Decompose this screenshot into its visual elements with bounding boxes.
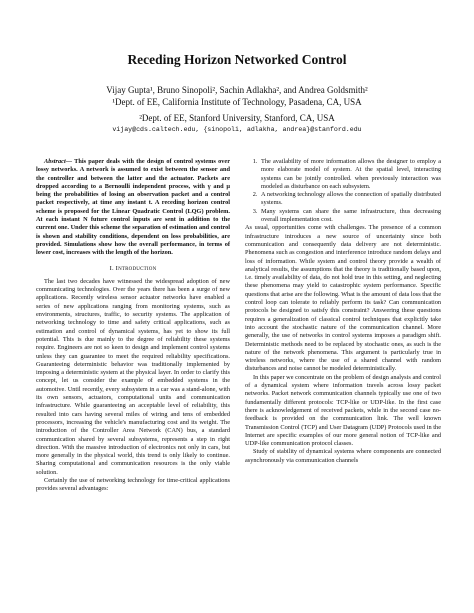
list-item: 3. Many systems can share the same infrastructure, thus decreasing overall implementation cost. [259, 208, 441, 225]
left-column [36, 158, 230, 494]
body-paragraph: As usual, opportunities come with challenges. The presence of a common infrastructure introduces a new source of uncertainty since both communication and consequently data delivery are not deterministic. Phenomena such as congestion and interference introduce random delays and loss of information. While system and control theory provide a wealth of analytical results, the assumptions that the theory is traditionally based upon, i.e. timely availability of data, do not hold true in this setting, and neglecting these phenomena may yield to catastrophic system performance. Specific questions that arise are the following. What is the amount of data loss that the control loop can tolerate to reliably perform its task? Can communication protocols be designed to satisfy this constraint? Answering these questions requires a generalization of classical control techniques that explicitly take into account the stochastic nature of the communication channel. More generally, the use of networks in control systems imposes a paradigm shift. Deterministic methods need to be replaced by stochastic ones, as such is the nature of the network phenomena. This argument is particularly true in wireless networks, where the use of a shared channel with random disturbances and noise cannot be modeled deterministically. [245, 224, 441, 373]
list-item: 2. A networking technology allows the connection of spatially distributed systems. [259, 191, 441, 208]
intro-paragraph: The last two decades have witnessed the widespread adoption of new communicating technologies. Over the years there has been a surge of new applications. Recently wireless sensor actuator networks have enabled a series of new applications ranging from monitoring systems, such as environments, structures, traffic, to security systems. The application of networking technology to time and safety critical applications, such as estimation and control of dynamical systems, has yet to show its full potential. This is due mainly to the degree of reliability these systems require. Engineers are not so keen to design and implement control systems unless they can guarantee to meet the required reliability specifications. Guaranteeing deterministic behavior was traditionally implemented by imposing a deterministic system at the physical layer. In order to clarify this concept, let us consider the example of embedded systems in the automotive. Until recently, every subsystem in a car was a stand-alone, with its own sensors, actuators, computational units and communication infrastructure. While guaranteeing an acceptable level of reliability, this resulted into cars having several miles of wiring and tens of embedded processors, increasing the vehicle's manufacturing cost and its weight. The introduction of the Controller Area Network (CAN) bus, a standard communication shared by several subsystems, represents a step in right direction. With the massive introduction of electronics not only in cars, but more generally in the physical world, this trend is only likely to continue. Sharing computational and communication resources is the only viable solution. [36, 277, 230, 476]
section-heading-introduction: I. Introduction [109, 264, 157, 272]
body-paragraph: Study of stability of dynamical systems where components are connected asynchronously via communication channels [245, 448, 441, 464]
affiliation-2: ²Dept. of EE, Stanford University, Stanford, CA, USA [139, 113, 335, 123]
advantages-list [245, 158, 441, 224]
affiliation-1: ¹Dept. of EE, California Institute of Technology, Pasadena, CA, USA [112, 97, 362, 107]
abstract-label: Abstract— [44, 158, 72, 165]
abstract-text: This paper deals with the design of control systems over lossy networks. A network is assumed to exist between the sensor and the controller and between the latter and the actuator. Packets are dropped according to a Bernoulli independent process, with γ and µ being the probabilities of losing an observation packet and a control packet respectively, at time any instant t. A receding horizon control scheme is proposed for the Linear Quadratic Control (LQG) problem. At each instant N future control inputs are sent in addition to the current one. Under this scheme the separation of estimation and control is shown and stability conditions, dependent on loss probabilities, are provided. Simulations show how the overall performance, in terms of lower cost, increases with the length of the horizon. [36, 158, 230, 257]
right-column [245, 158, 441, 465]
paper-title: Receding Horizon Networked Control [127, 52, 347, 67]
author-names: Vijay Gupta¹, Bruno Sinopoli², Sachin Adlakha², and Andrea Goldsmith² [106, 85, 368, 95]
author-emails: vijay@cds.caltech.edu, {sinopoli, adlakha, andrea}@stanford.edu [112, 126, 362, 133]
list-item: 1. The availability of more information allows the designer to employ a more elaborate model of system. At the spatial level, interacting systems can be jointly controlled. when previously interaction was modeled as disturbance on each subsystem. [259, 158, 441, 191]
intro-paragraph: Certainly the use of networking technology for time-critical applications provides several advantages: [36, 476, 230, 493]
body-paragraph: In this paper we concentrate on the problem of design analysis and control of a dynamical system where information travels across lossy packet networks. Packet network communication channels typically use one of two fundamentally different protocols: TCP-like or UDP-like. In the first case there is acknowledgement of received packets, while in the second case no-feedback is provided on the communication link. The well known Transmission Control (TCP) and User Datagram (UDP) Protocols used in the Internet are specific examples of our more general notion of TCP-like and UDP-like communication protocol classes. [245, 373, 441, 448]
abstract [36, 158, 230, 258]
author-block [0, 84, 474, 135]
